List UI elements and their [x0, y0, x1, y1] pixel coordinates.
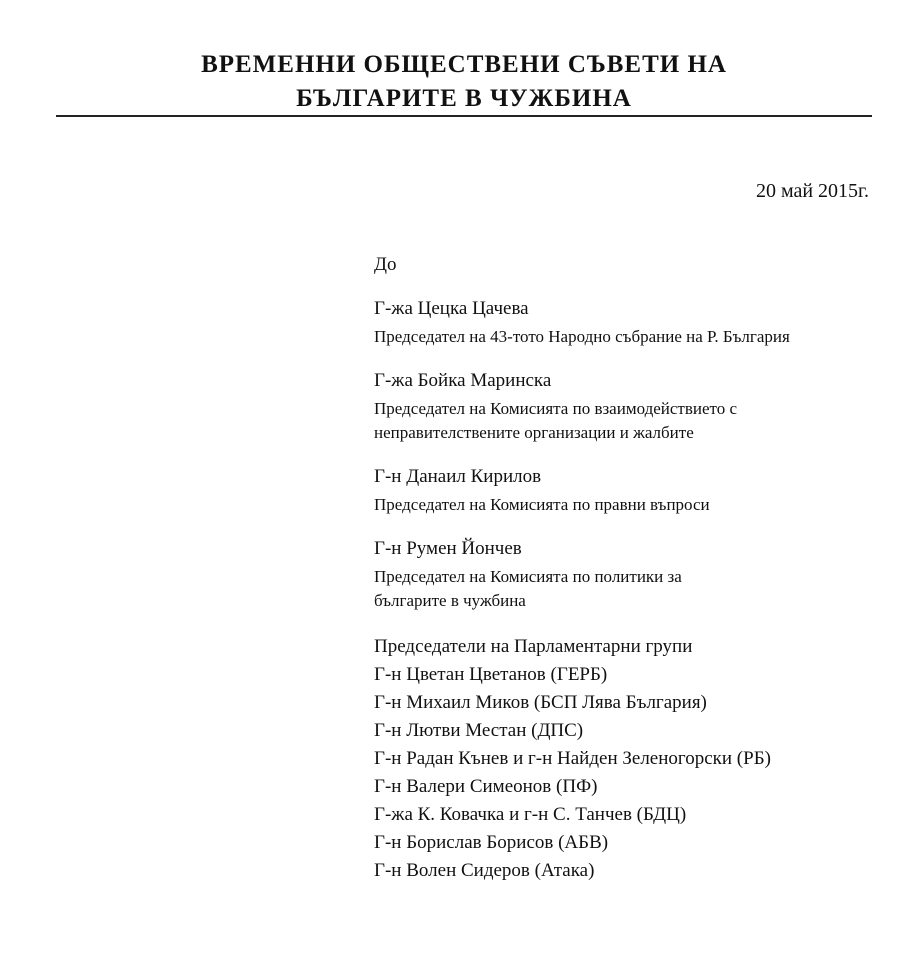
group-leader: Г-н Волен Сидеров (Атака) — [374, 860, 595, 881]
group-leader: Г-н Цветан Цветанов (ГЕРБ) — [374, 664, 608, 685]
group-leader: Г-н Лютви Местан (ДПС) — [374, 720, 584, 741]
to-label: До — [374, 254, 397, 275]
recipient-role: Председател на Комисията по правни въпроси — [374, 495, 710, 514]
group-leader: Г-н Борислав Борисов (АБВ) — [374, 832, 609, 853]
group-leader: Г-жа К. Ковачка и г-н С. Танчев (БДЦ) — [374, 804, 687, 825]
recipient — [374, 537, 894, 613]
recipient — [374, 369, 894, 445]
recipient-name: Г-жа Цецка Цачева — [374, 298, 529, 319]
parliamentary-groups — [374, 633, 894, 885]
addressee-block — [374, 253, 894, 885]
recipient-role: Председател на 43-тото Народно събрание на Р. България — [374, 327, 790, 346]
group-leader: Г-н Михаил Миков (БСП Лява България) — [374, 692, 707, 713]
recipient-name: Г-жа Бойка Маринска — [374, 370, 552, 391]
header-title-line-2: БЪЛГАРИТЕ В ЧУЖБИНА — [296, 85, 632, 112]
groups-title: Председатели на Парламентарни групи — [374, 636, 693, 657]
recipient-role: българите в чужбина — [374, 591, 526, 610]
recipient — [374, 465, 894, 517]
group-leader: Г-н Радан Кънев и г-н Найден Зеленогорски (РБ) — [374, 748, 771, 769]
header-title-line-1: ВРЕМЕННИ ОБЩЕСТВЕНИ СЪВЕТИ НА — [201, 51, 727, 78]
recipient-name: Г-н Румен Йончев — [374, 538, 522, 559]
letter-date: 20 май 2015г. — [755, 180, 869, 202]
group-leader: Г-н Валери Симеонов (ПФ) — [374, 776, 598, 797]
recipient-role: Председател на Комисията по взаимодействието с — [374, 399, 738, 418]
recipient-role: неправителствените организации и жалбите — [374, 423, 694, 442]
header-divider — [56, 115, 872, 117]
letter-header — [56, 48, 872, 116]
recipient-role: Председател на Комисията по политики за — [374, 567, 682, 586]
recipient — [374, 297, 894, 349]
recipient-name: Г-н Данаил Кирилов — [374, 466, 542, 487]
